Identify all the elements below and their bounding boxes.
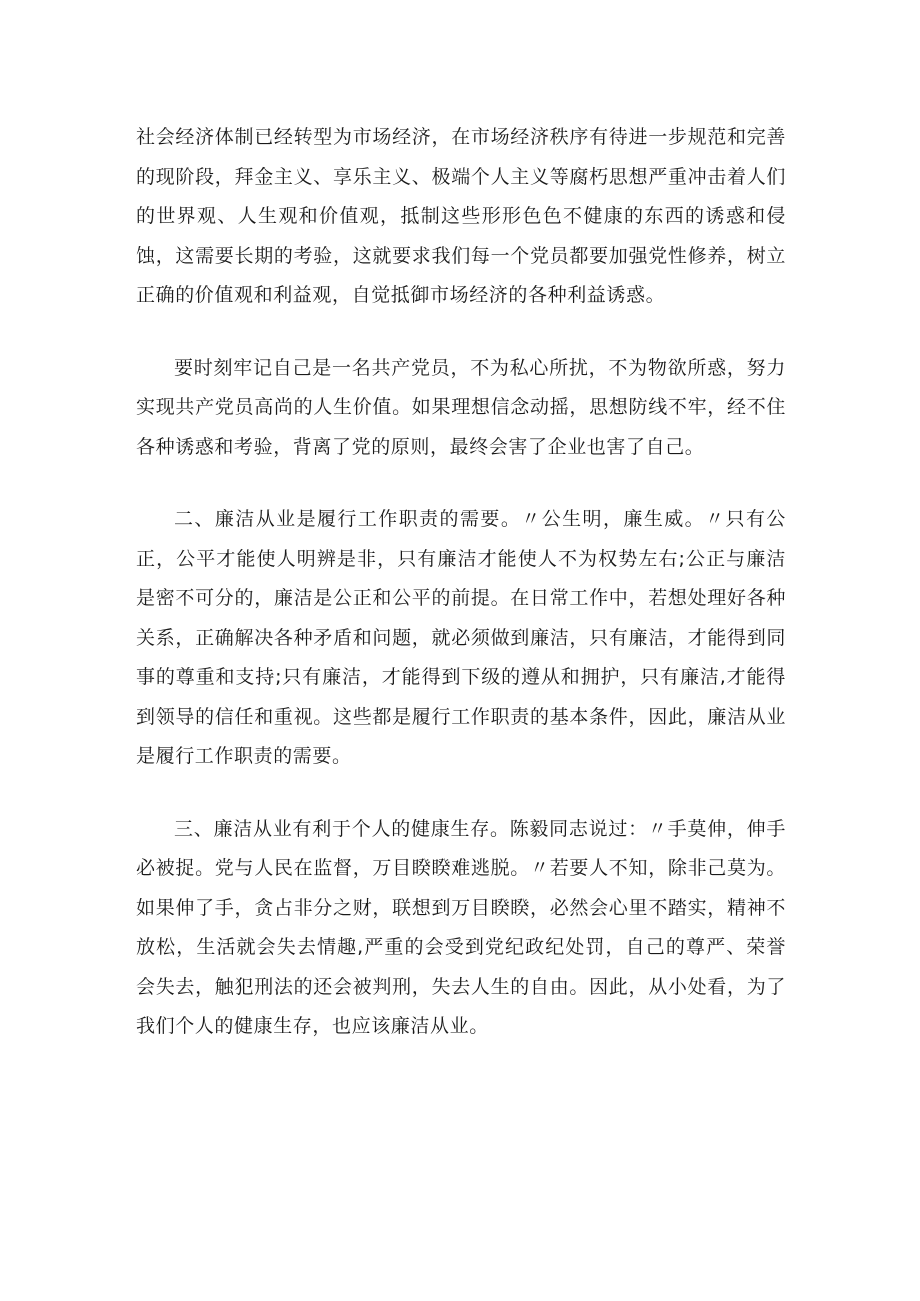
paragraph-market-economy: 社会经济体制已经转型为市场经济，在市场经济秩序有待进一步规范和完善的现阶段，拜金主义、享乐主义、极端个人主义等腐朽思想严重冲击着人们的世界观、人生观和价值观，抵制这些形形色色不健康的东西的诱惑和侵蚀，这需要长期的考验，这就要求我们每一个党员都要加强党性修养，树立正确的价值观和利益观，自觉抵御市场经济的各种利益诱惑。	[136, 126, 786, 306]
paragraph-party-member-values: 要时刻牢记自己是一名共产党员，不为私心所扰，不为物欲所惑，努力实现共产党员高尚的人生价值。如果理想信念动摇，思想防线不牢，经不住各种诱惑和考验，背离了党的原则，最终会害了企业也害了自己。	[136, 356, 786, 458]
paragraph-section-three: 三、廉洁从业有利于个人的健康生存。陈毅同志说过：〃手莫伸，伸手必被捉。党与人民在监督，万目睽睽难逃脱。〃若要人不知，除非己莫为。如果伸了手，贪占非分之财，联想到万目睽睽，必然会心里不踏实，精神不放松，生活就会失去情趣,严重的会受到党纪政纪处罚，自己的尊严、荣誉会失去，触犯刑法的还会被判刑，失去人生的自由。因此，从小处看，为了我们个人的健康生存，也应该廉洁从业。	[136, 817, 786, 1037]
document-body	[136, 118, 786, 1047]
paragraph-section-two: 二、廉洁从业是履行工作职责的需要。〃公生明，廉生威。〃只有公正，公平才能使人明辨是非，只有廉洁才能使人不为权势左右;公正与廉洁是密不可分的，廉洁是公正和公平的前提。在日常工作中，若想处理好各种关系，正确解决各种矛盾和问题，就必须做到廉洁，只有廉洁，才能得到同事的尊重和支持;只有廉洁，才能得到下级的遵从和拥护，只有廉洁,才能得到领导的信任和重视。这些都是履行工作职责的基本条件，因此，廉洁从业是履行工作职责的需要。	[136, 508, 786, 767]
